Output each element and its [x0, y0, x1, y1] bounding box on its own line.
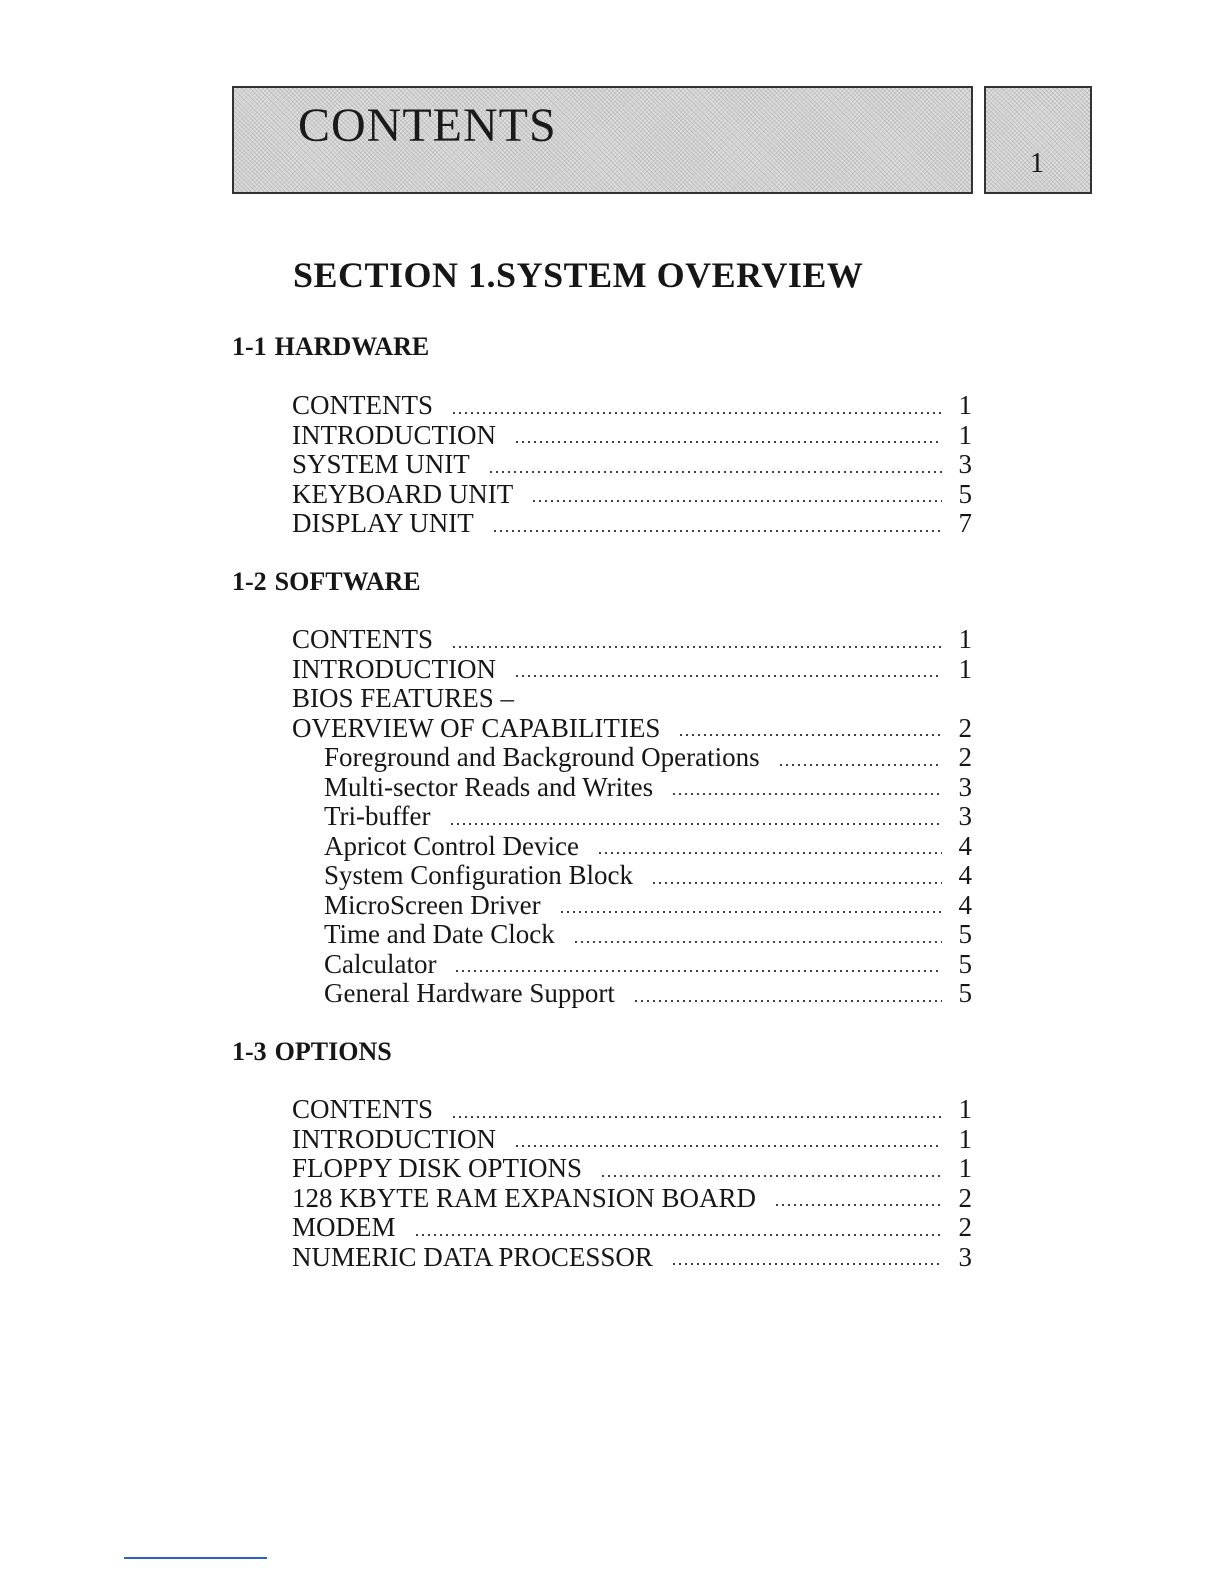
- dot-leader: [597, 851, 942, 855]
- toc-entry[interactable]: [292, 861, 972, 891]
- dot-leader: [671, 1262, 942, 1266]
- toc-entry[interactable]: [292, 450, 972, 480]
- toc-entry-label: Tri-buffer: [324, 801, 431, 831]
- dot-leader: [633, 999, 942, 1003]
- dot-leader: [678, 733, 942, 737]
- dot-leader: [600, 1174, 942, 1178]
- toc-entry-page: 1: [958, 390, 972, 420]
- subsection-number: 1-3: [232, 1037, 267, 1066]
- toc-entry-label: Multi-sector Reads and Writes: [324, 771, 654, 802]
- chapter-tab-number: 1: [1030, 148, 1044, 179]
- toc-entry-page: 5: [958, 919, 972, 949]
- dot-leader: [414, 1233, 942, 1237]
- toc-entry-label: General Hardware Support: [324, 978, 615, 1008]
- toc-entry[interactable]: [292, 979, 972, 1009]
- dot-leader: [514, 674, 942, 678]
- dot-leader: [671, 792, 942, 796]
- toc-entry-page: 3: [958, 1241, 972, 1272]
- toc-entry-label: OVERVIEW OF CAPABILITIES: [292, 712, 661, 743]
- toc-entry[interactable]: [292, 773, 972, 803]
- toc-entry-page: 1: [958, 1123, 972, 1154]
- toc-entry-label: BIOS FEATURES –: [292, 683, 515, 713]
- toc-entry[interactable]: [292, 1125, 972, 1155]
- toc-entry[interactable]: [292, 920, 972, 950]
- dot-leader: [488, 470, 942, 474]
- toc-entry-heading: [292, 684, 972, 714]
- toc-entry-page: 1: [958, 1153, 972, 1183]
- toc-entry-page: 3: [958, 771, 972, 802]
- toc-entry-label: DISPLAY UNIT: [292, 508, 474, 538]
- toc-entry[interactable]: [292, 891, 972, 921]
- section-title: SECTION 1.SYSTEM OVERVIEW: [293, 255, 864, 295]
- subsection-number: 1-1: [232, 332, 267, 361]
- toc-entry-page: 2: [958, 742, 972, 772]
- toc-entry[interactable]: [292, 655, 972, 685]
- dot-leader: [559, 910, 942, 914]
- toc-entry-page: 5: [958, 478, 972, 509]
- toc-entry[interactable]: [292, 391, 972, 421]
- subsection-title: HARDWARE: [274, 332, 430, 361]
- toc-entry[interactable]: [292, 480, 972, 510]
- toc-entry-label: KEYBOARD UNIT: [292, 478, 514, 509]
- toc-entry-page: 7: [958, 508, 972, 538]
- subsection-title: OPTIONS: [274, 1037, 392, 1066]
- dot-leader: [451, 645, 942, 649]
- toc-entry-page: 2: [958, 712, 972, 743]
- toc-list-options: [292, 1095, 972, 1272]
- toc-entry[interactable]: [292, 625, 972, 655]
- toc-entry[interactable]: [292, 714, 972, 744]
- toc-entry-label: MODEM: [292, 1212, 396, 1242]
- toc-entry[interactable]: [292, 1213, 972, 1243]
- toc-entry[interactable]: [292, 802, 972, 832]
- footer-rule: [124, 1557, 267, 1559]
- toc-entry-page: 3: [958, 801, 972, 831]
- toc-entry-label: CONTENTS: [292, 1094, 433, 1124]
- dot-leader: [531, 499, 942, 503]
- toc-entry-label: Time and Date Clock: [324, 919, 555, 949]
- toc-entry-page: 1: [958, 653, 972, 684]
- dot-leader: [514, 440, 942, 444]
- subsection-number: 1-2: [232, 567, 267, 596]
- toc-list-hardware: [292, 391, 972, 539]
- toc-entry[interactable]: [292, 1243, 972, 1273]
- toc-entry[interactable]: [292, 743, 972, 773]
- toc-entry[interactable]: [292, 1184, 972, 1214]
- toc-entry[interactable]: [292, 1154, 972, 1184]
- dot-leader: [778, 763, 942, 767]
- toc-entry-label: CONTENTS: [292, 390, 433, 420]
- toc-entry-page: 2: [958, 1182, 972, 1213]
- toc-entry-page: 1: [958, 1094, 972, 1124]
- toc-entry-label: 128 KBYTE RAM EXPANSION BOARD: [292, 1182, 757, 1213]
- subsection-heading-software: [232, 567, 421, 597]
- toc-entry-page: 3: [958, 449, 972, 479]
- banner-title: CONTENTS: [298, 99, 557, 152]
- subsection-title: SOFTWARE: [274, 567, 421, 596]
- toc-entry-label: SYSTEM UNIT: [292, 449, 470, 479]
- toc-entry-page: 5: [958, 978, 972, 1008]
- toc-entry-page: 4: [958, 830, 972, 861]
- dot-leader: [454, 969, 942, 973]
- contents-banner: [232, 86, 973, 194]
- chapter-tab: [984, 86, 1092, 194]
- toc-entry-page: 1: [958, 624, 972, 654]
- toc-entry-label: Foreground and Background Operations: [324, 742, 760, 772]
- toc-entry[interactable]: [292, 1095, 972, 1125]
- toc-entry-label: INTRODUCTION: [292, 419, 496, 450]
- toc-entry-label: INTRODUCTION: [292, 653, 496, 684]
- toc-entry-page: 4: [958, 889, 972, 920]
- toc-entry-label: NUMERIC DATA PROCESSOR: [292, 1241, 653, 1272]
- dot-leader: [451, 1115, 942, 1119]
- toc-entry-label: Apricot Control Device: [324, 830, 579, 861]
- toc-entry-label: FLOPPY DISK OPTIONS: [292, 1153, 583, 1183]
- toc-entry[interactable]: [292, 509, 972, 539]
- dot-leader: [573, 940, 942, 944]
- dot-leader: [651, 881, 942, 885]
- toc-entry-label: CONTENTS: [292, 624, 433, 654]
- subsection-heading-options: [232, 1037, 392, 1067]
- toc-entry-label: MicroScreen Driver: [324, 889, 541, 920]
- dot-leader: [514, 1144, 942, 1148]
- toc-list-software: [292, 625, 972, 1009]
- dot-leader: [451, 411, 942, 415]
- toc-entry-label: INTRODUCTION: [292, 1123, 496, 1154]
- toc-entry-label: Calculator: [324, 948, 437, 979]
- toc-entry-page: 4: [958, 860, 972, 890]
- dot-leader: [449, 822, 943, 826]
- dot-leader: [492, 529, 942, 533]
- toc-entry[interactable]: [292, 421, 972, 451]
- toc-entry-label: System Configuration Block: [324, 860, 633, 890]
- toc-entry[interactable]: [292, 832, 972, 862]
- subsection-heading-hardware: [232, 332, 429, 362]
- dot-leader: [774, 1203, 942, 1207]
- toc-entry[interactable]: [292, 950, 972, 980]
- toc-entry-page: 5: [958, 948, 972, 979]
- toc-entry-page: 1: [958, 419, 972, 450]
- toc-entry-page: 2: [958, 1212, 972, 1242]
